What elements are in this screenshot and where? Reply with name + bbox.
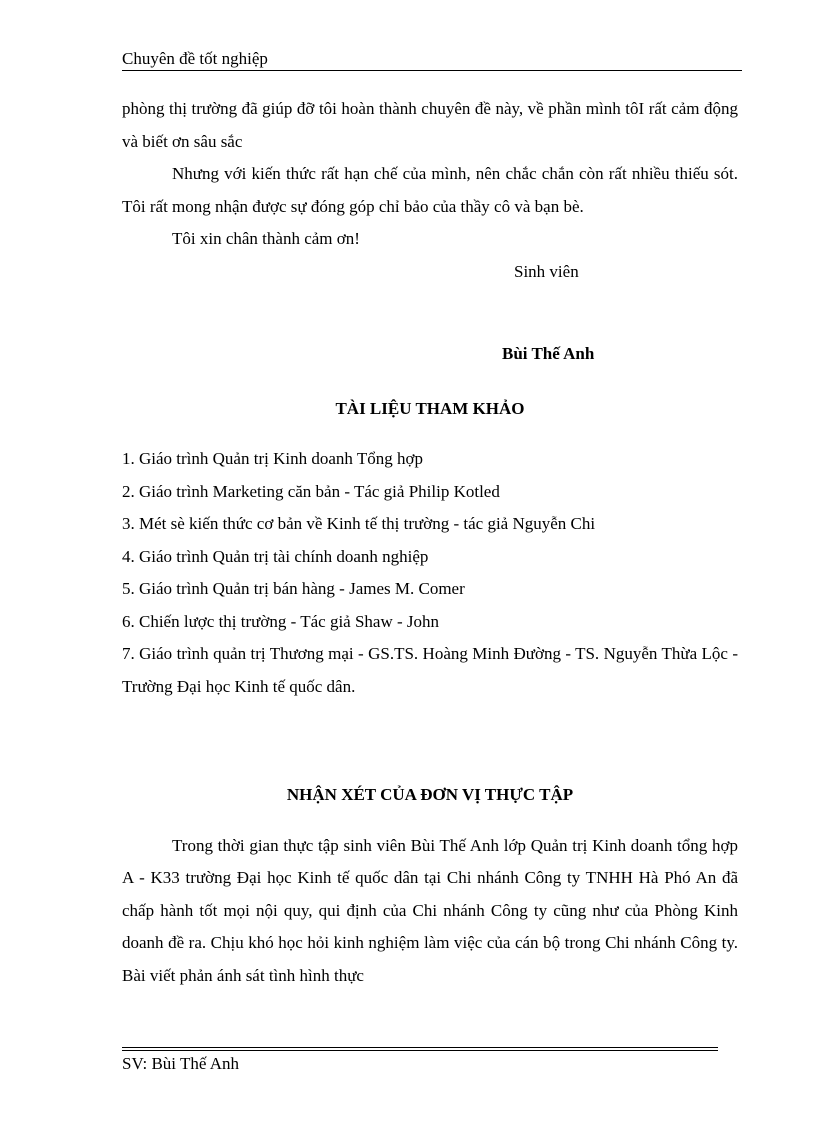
reference-item: 3. Mét sè kiến thức cơ bản về Kinh tế thị trường - tác giả Nguyễn Chi	[122, 514, 596, 533]
references-heading: TÀI LIỆU THAM KHẢO	[335, 398, 525, 418]
remarks-paragraph: Trong thời gian thực tập sinh viên Bùi Thế Anh lớp Quản trị Kinh doanh tổng hợp A - K33 trường Đại học Kinh tế quốc dân tại Chi nhánh Công ty TNHH Hà Phó An đã chấp hành tốt mọi nội quy, qui định của Chi nhánh Công ty cũng như của Phòng Kinh doanh đề ra. Chịu khó học hỏi kinh nghiệm làm việc của cán bộ trong Chi nhánh Công ty. Bài viết phản ánh sát tình hình thực	[122, 835, 738, 985]
reference-item: 5. Giáo trình Quản trị bán hàng - James M. Comer	[122, 579, 465, 598]
header-rule	[122, 70, 742, 71]
reference-item: 2. Giáo trình Marketing căn bản - Tác giả Philip Kotled	[122, 481, 500, 501]
remarks-heading: NHẬN XÉT CỦA ĐƠN VỊ THỰC TẬP	[286, 785, 574, 804]
page-body	[122, 93, 738, 992]
acknowledgement-thanks: Tôi xin chân thành cảm ơn!	[172, 229, 360, 248]
acknowledgement-continuation: phòng thị trường đã giúp đỡ tôi hoàn thành chuyên đề này, về phần mình tôI rất cảm động và biết ơn sâu sắc	[122, 99, 738, 151]
header-title: Chuyên đề tốt nghiệp	[122, 49, 268, 68]
signer-name: Bùi Thế Anh	[502, 344, 595, 363]
references-list	[122, 443, 738, 703]
signer-role: Sinh viên	[514, 261, 579, 281]
footer-rule	[122, 1047, 718, 1048]
reference-item: 6. Chiến lược thị trường - Tác giả Shaw - John	[122, 611, 440, 631]
footer-text: SV: Bùi Thế Anh	[122, 1054, 239, 1073]
page-header	[122, 48, 742, 70]
reference-item: 4. Giáo trình Quản trị tài chính doanh nghiệp	[122, 546, 429, 566]
reference-item: 1. Giáo trình Quản trị Kinh doanh Tổng hợp	[122, 449, 423, 468]
acknowledgement-limitations: Nhưng với kiến thức rất hạn chế của mình, nên chắc chắn còn rất nhiều thiếu sót. Tôi rất mong nhận được sự đóng góp chỉ bảo của thầy cô và bạn bè.	[122, 164, 738, 216]
signature-space	[122, 288, 738, 338]
reference-item: 7. Giáo trình quản trị Thương mại - GS.TS. Hoàng Minh Đường - TS. Nguyễn Thừa Lộc - Trường Đại học Kinh tế quốc dân.	[122, 644, 738, 696]
footer-rule	[122, 1050, 718, 1051]
